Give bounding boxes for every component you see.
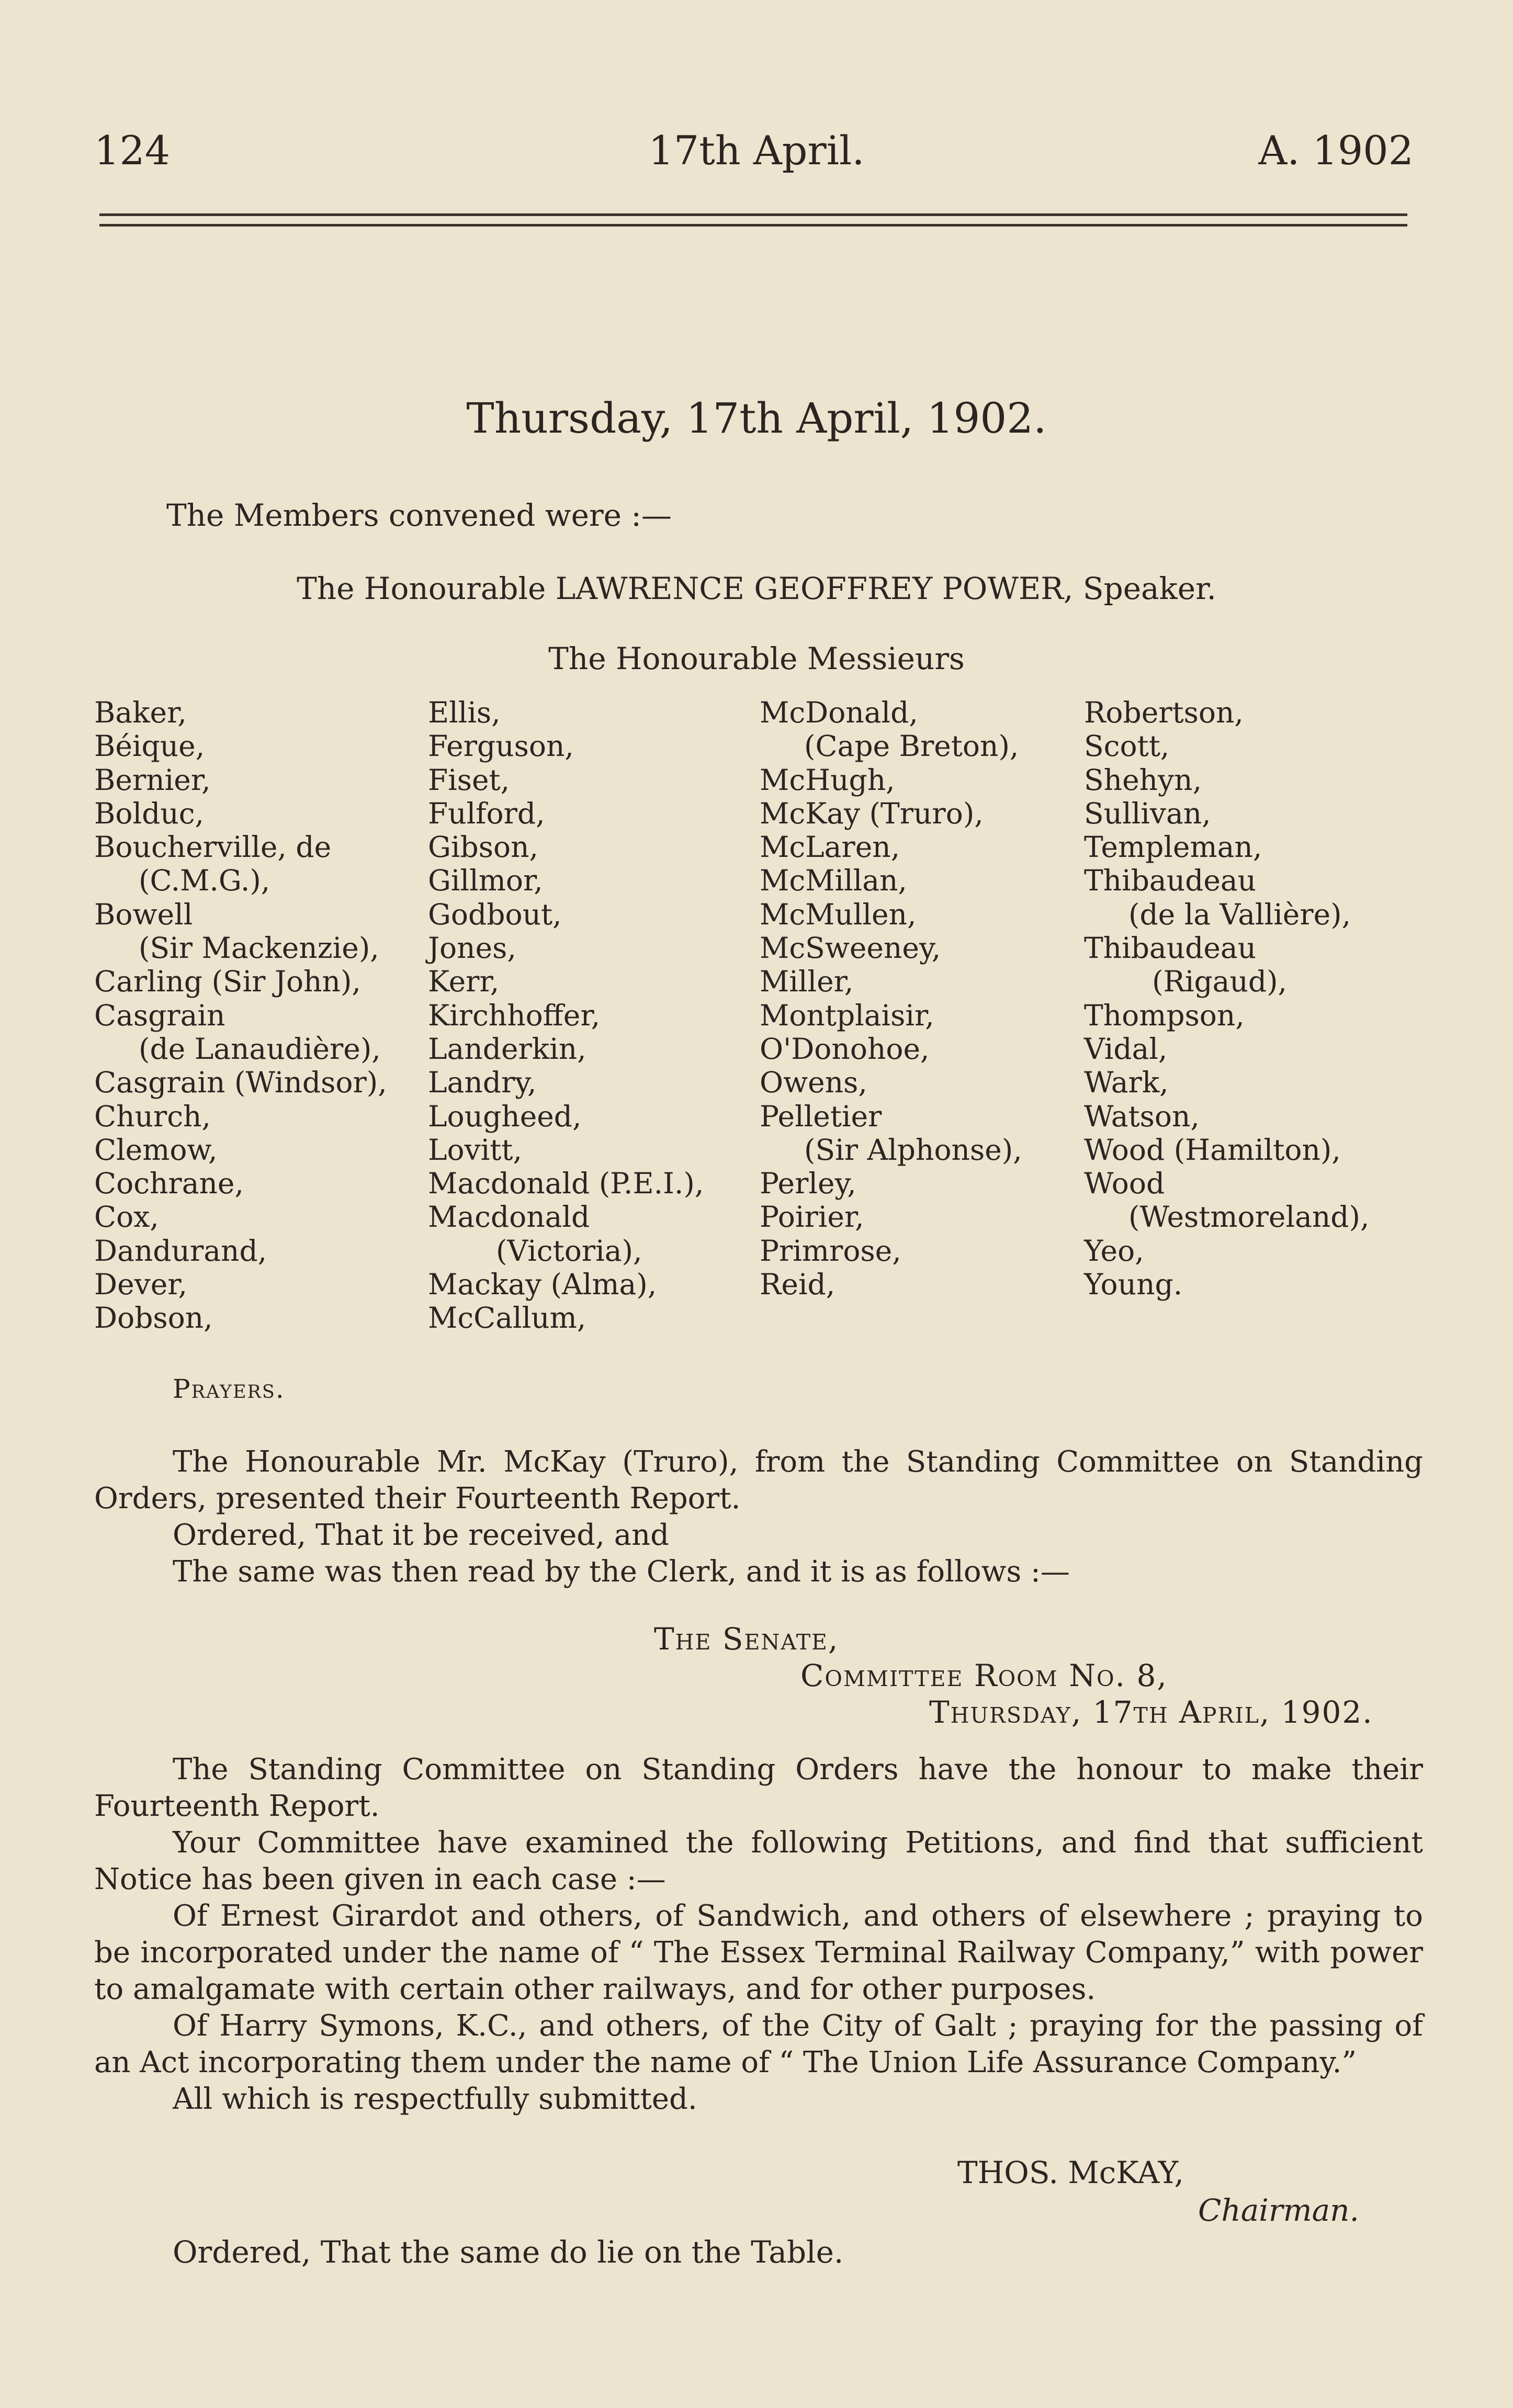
report-heading-senate: The Senate,: [654, 1621, 839, 1657]
member-name: Gibson,: [428, 830, 538, 864]
report-heading-date: Thursday, 17th April, 1902.: [929, 1694, 1373, 1730]
member-name: Landerkin,: [428, 1032, 586, 1066]
signature-title: Chairman.: [1198, 2192, 1359, 2228]
report-heading-room: Committee Room No. 8,: [800, 1658, 1168, 1693]
proceedings: [94, 1444, 1423, 1590]
member-name: McDonald,: [760, 696, 918, 729]
member-name: Dandurand,: [94, 1234, 267, 1268]
member-name: Ellis,: [428, 696, 501, 729]
report-paragraph: Of Ernest Girardot and others, of Sandwich, and others of elsewhere ; praying to be incorporated under the name of “ The Essex Terminal Railway Company,” with power to amalgamate with certain other railways, and for other purposes.: [94, 1899, 1423, 2006]
member-name: McCallum,: [428, 1301, 586, 1335]
member-name: Church,: [94, 1099, 211, 1133]
report-paragraph: All which is respectfully submitted.: [173, 2082, 697, 2116]
member-name: Young.: [1084, 1268, 1183, 1302]
member-name: Casgrain: [94, 998, 225, 1032]
member-name: (Rigaud),: [1152, 965, 1288, 999]
member-name: Kirchhoffer,: [428, 998, 601, 1032]
member-name: Wark,: [1084, 1066, 1169, 1100]
member-name: Robertson,: [1084, 696, 1244, 729]
page-title: Thursday, 17th April, 1902.: [466, 394, 1047, 443]
proceedings-paragraph: Ordered, That it be received, and: [173, 1518, 669, 1552]
member-name: Shehyn,: [1084, 763, 1202, 797]
member-name: Landry,: [428, 1066, 537, 1100]
member-name: Bernier,: [94, 763, 211, 797]
member-name: Kerr,: [428, 965, 500, 999]
member-name: Wood: [1084, 1167, 1165, 1201]
members-column-4: [1084, 696, 1369, 1301]
proceedings-paragraph: The same was then read by the Clerk, and it is as follows :—: [173, 1555, 1070, 1589]
member-name: (de Lanaudière),: [139, 1032, 381, 1066]
member-name: Baker,: [94, 696, 187, 729]
member-name: Montplaisir,: [760, 998, 934, 1032]
member-name: Reid,: [760, 1268, 835, 1302]
member-name: Fiset,: [428, 763, 510, 797]
member-name: Thompson,: [1084, 998, 1245, 1032]
member-name: Bolduc,: [94, 796, 205, 830]
member-name: McLaren,: [760, 830, 900, 864]
member-name: Bowell: [94, 897, 193, 931]
proceedings-paragraph: The Honourable Mr. McKay (Truro), from the Standing Committee on Standing Orders, presented their Fourteenth Report.: [94, 1445, 1423, 1516]
member-name: Jones,: [428, 931, 516, 965]
prayers-heading: Prayers.: [173, 1374, 285, 1404]
members-column-3: [760, 696, 1022, 1301]
member-name: Sullivan,: [1084, 796, 1211, 830]
report-paragraph: Your Committee have examined the following Petitions, and find that sufficient Notice has been given in each case :—: [94, 1826, 1423, 1896]
page-number: 124: [94, 127, 171, 174]
member-name: Lovitt,: [428, 1133, 522, 1167]
running-date: 17th April.: [648, 127, 865, 174]
member-name: Poirier,: [760, 1200, 864, 1234]
member-name: Wood (Hamilton),: [1084, 1133, 1341, 1167]
member-name: (Cape Breton),: [804, 729, 1019, 763]
member-name: Carling (Sir John),: [94, 965, 361, 999]
member-name: Boucherville, de: [94, 830, 332, 864]
speaker-line: The Honourable LAWRENCE GEOFFREY POWER, Speaker.: [297, 571, 1216, 606]
report-body: [94, 1751, 1423, 2118]
member-name: Béique,: [94, 729, 205, 763]
members-intro: The Members convened were :—: [166, 498, 672, 533]
member-name: Watson,: [1084, 1099, 1200, 1133]
member-name: Dever,: [94, 1268, 187, 1302]
member-name: (Sir Alphonse),: [804, 1133, 1022, 1167]
member-name: Macdonald (P.E.I.),: [428, 1167, 704, 1201]
header-rule-bottom: [99, 224, 1407, 227]
member-name: McMillan,: [760, 864, 907, 898]
closing-order: Ordered, That the same do lie on the Table.: [173, 2234, 844, 2270]
member-name: Perley,: [760, 1167, 856, 1201]
header-rule-top: [99, 213, 1407, 216]
member-name: Scott,: [1084, 729, 1170, 763]
signature-name: THOS. McKAY,: [957, 2155, 1184, 2190]
member-name: Dobson,: [94, 1301, 213, 1335]
member-name: McHugh,: [760, 763, 895, 797]
member-name: Godbout,: [428, 897, 562, 931]
member-name: Owens,: [760, 1066, 867, 1100]
member-name: Thibaudeau: [1084, 931, 1257, 965]
member-name: Yeo,: [1084, 1234, 1144, 1268]
member-name: (Victoria),: [496, 1234, 642, 1268]
member-name: Cox,: [94, 1200, 159, 1234]
member-name: (C.M.G.),: [139, 864, 270, 898]
report-paragraph: The Standing Committee on Standing Orders have the honour to make their Fourteenth Report.: [94, 1753, 1423, 1823]
member-name: (Sir Mackenzie),: [139, 931, 379, 965]
member-name: Casgrain (Windsor),: [94, 1066, 387, 1100]
member-name: Fulford,: [428, 796, 545, 830]
member-name: Mackay (Alma),: [428, 1268, 657, 1302]
member-name: O'Donohoe,: [760, 1032, 930, 1066]
member-name: McSweeney,: [760, 931, 941, 965]
members-column-1: [94, 696, 387, 1335]
messieurs-heading: The Honourable Messieurs: [548, 641, 965, 676]
member-name: (de la Vallière),: [1128, 897, 1351, 931]
member-name: Cochrane,: [94, 1167, 244, 1201]
members-column-2: [428, 696, 704, 1335]
member-name: Vidal,: [1084, 1032, 1168, 1066]
member-name: McKay (Truro),: [760, 796, 984, 830]
member-name: (Westmoreland),: [1128, 1200, 1370, 1234]
member-name: Pelletier: [760, 1099, 882, 1133]
member-name: Thibaudeau: [1084, 864, 1257, 898]
member-name: McMullen,: [760, 897, 917, 931]
member-name: Lougheed,: [428, 1099, 582, 1133]
member-name: Miller,: [760, 965, 854, 999]
member-name: Clemow,: [94, 1133, 218, 1167]
member-name: Macdonald: [428, 1200, 590, 1234]
member-name: Templeman,: [1084, 830, 1262, 864]
running-year: A. 1902: [1258, 127, 1414, 174]
member-name: Ferguson,: [428, 729, 574, 763]
member-name: Gillmor,: [428, 864, 543, 898]
member-name: Primrose,: [760, 1234, 901, 1268]
report-paragraph: Of Harry Symons, K.C., and others, of the City of Galt ; praying for the passing of an Act incorporating them under the name of “ The Union Life Assurance Company.”: [94, 2009, 1423, 2079]
